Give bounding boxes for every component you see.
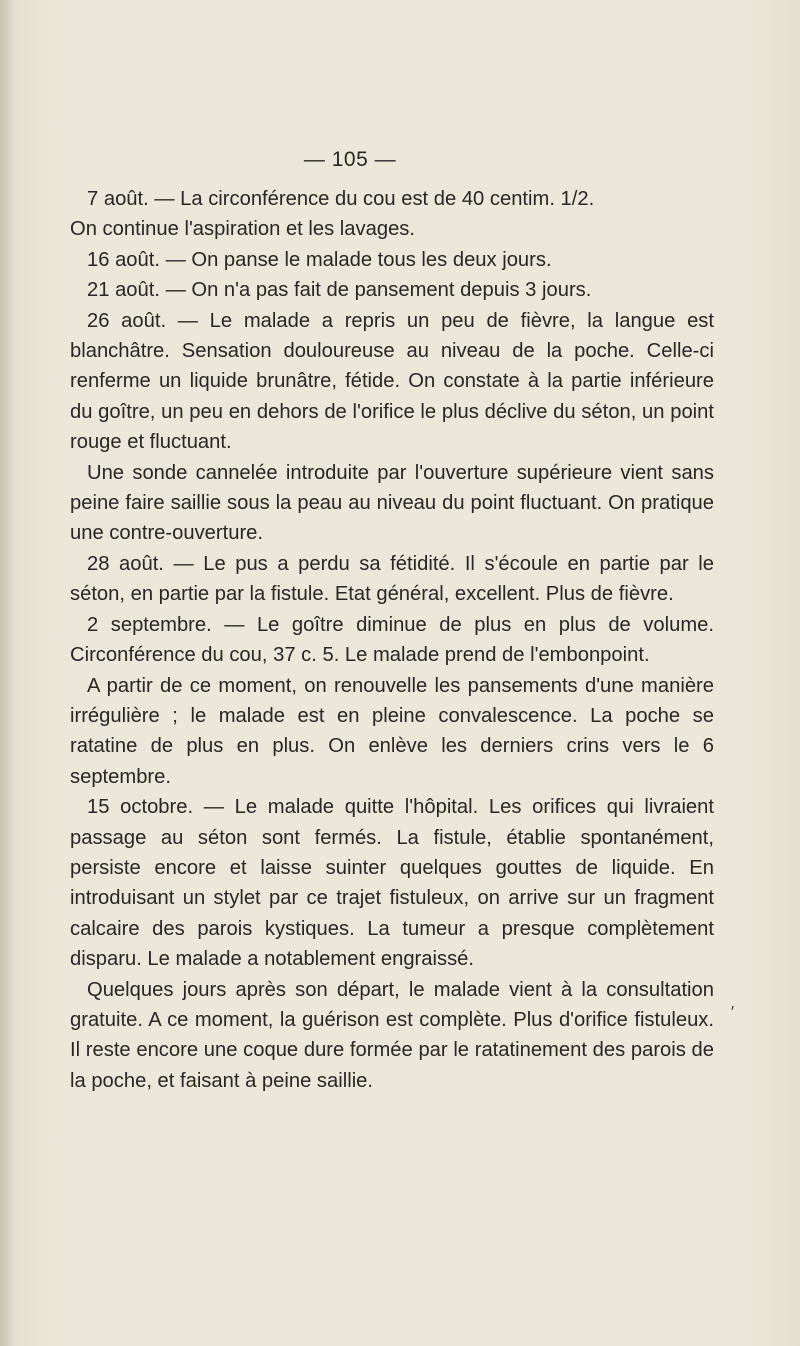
page-edge-shadow (0, 0, 14, 1346)
page-number: — 105 — (303, 148, 397, 171)
paragraph: On continue l'aspiration et les lavages. (70, 218, 416, 241)
paragraph: Quelques jours après son départ, le malade vient à la consultation gratuite. A ce moment, la guérison est complète. Plus d'orifice fistuleux. Il reste encore une coque dure formée par le ratatinement des parois de la poche, et faisant à peine saillie. (70, 978, 714, 1092)
paragraph: 15 octobre. — Le malade quitte l'hôpital. Les orifices qui livraient passage au séton sont fermés. La fistule, établie spontanément, persiste encore et laisse suinter quelques gouttes de liquide. En introduisant un stylet par ce trajet fistuleux, on arrive sur un fragment calcaire des parois kystiques. La tumeur a presque complètement disparu. Le malade a notablement engraissé. (70, 796, 714, 971)
margin-mark: ′ (731, 1004, 734, 1021)
page-body (70, 184, 714, 1096)
paragraph: 28 août. — Le pus a perdu sa fétidité. Il s'écoule en partie par le séton, en partie par la fistule. Etat général, excellent. Plus de fièvre. (70, 552, 714, 606)
paragraph: 7 août. — La circonférence du cou est de 40 centim. 1/2. (87, 188, 595, 210)
paragraph: 26 août. — Le malade a repris un peu de fièvre, la langue est blanchâtre. Sensation douloureuse au niveau de la poche. Celle-ci renferme un liquide brunâtre, fétide. On constate à la partie inférieure du goître, un peu en dehors de l'orifice le plus déclive du séton, un point rouge et fluctuant. (70, 309, 714, 454)
paragraph: A partir de ce moment, on renouvelle les pansements d'une manière irrégulière ; le malade est en pleine convalescence. La poche se ratatine de plus en plus. On enlève les derniers crins vers le 6 septembre. (70, 674, 714, 788)
paragraph: 21 août. — On n'a pas fait de pansement depuis 3 jours. (87, 279, 592, 302)
paragraph: Une sonde cannelée introduite par l'ouverture supérieure vient sans peine faire saillie sous la peau au niveau du point fluctuant. On pratique une contre-ouverture. (70, 461, 714, 545)
paragraph: 2 septembre. — Le goître diminue de plus en plus de volume. Circonférence du cou, 37 c. 5. Le malade prend de l'embonpoint. (70, 613, 714, 667)
paragraph: 16 août. — On panse le malade tous les deux jours. (87, 248, 552, 271)
